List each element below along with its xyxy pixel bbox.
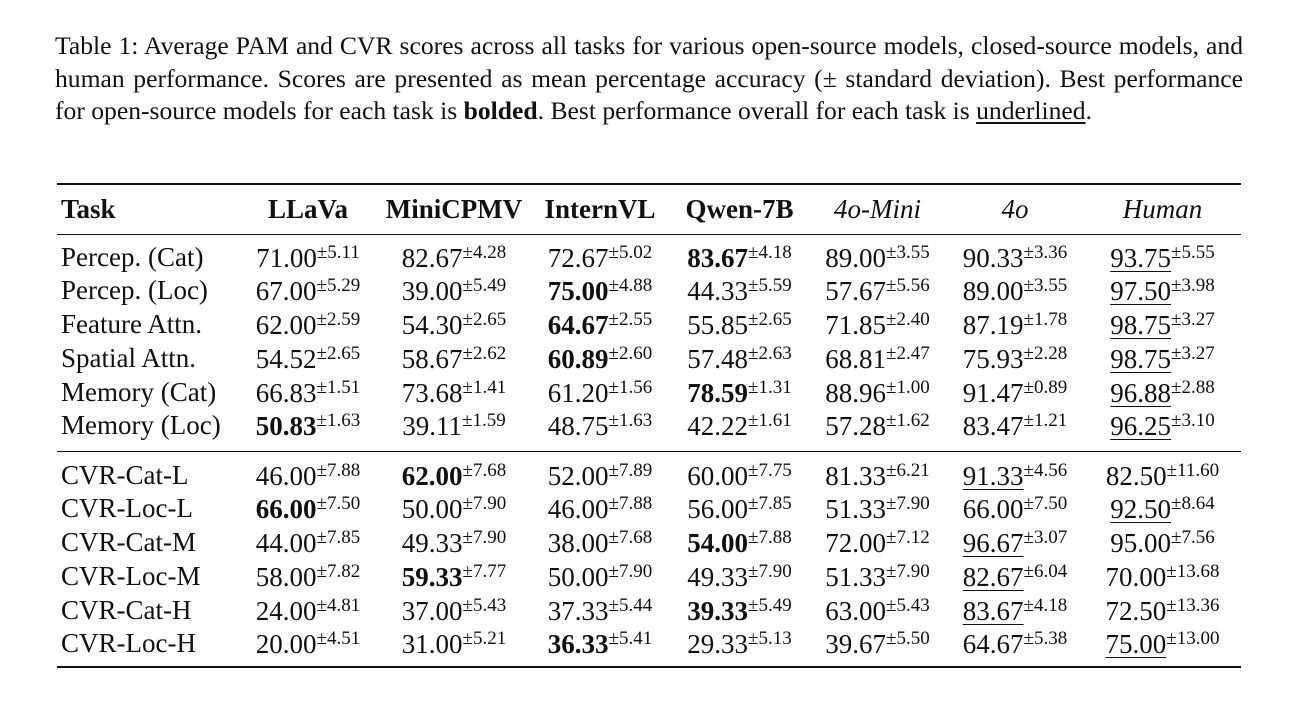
- score-cell: [670, 628, 809, 667]
- score-mean: 72.50: [1105, 595, 1167, 626]
- score-cell: [378, 594, 530, 628]
- score-cell: [946, 451, 1084, 492]
- caption-underline-word: underlined: [976, 96, 1086, 126]
- score-mean: 57.28: [825, 410, 887, 441]
- score-std: ±0.89: [1023, 376, 1068, 398]
- score-cell: [809, 308, 946, 342]
- score-cell: [530, 376, 670, 410]
- header-row: [57, 184, 1241, 234]
- score-std: ±7.85: [316, 526, 361, 548]
- score-cell: [530, 342, 670, 376]
- score-cell: [238, 234, 378, 274]
- score-cell: [378, 308, 530, 342]
- score-mean: 87.19: [962, 309, 1024, 340]
- score-mean: 39.33: [687, 595, 749, 626]
- score-mean: 96.67: [962, 527, 1024, 558]
- score-std: ±7.75: [748, 459, 792, 481]
- score-std: ±5.55: [1171, 241, 1215, 263]
- score-std: ±1.59: [462, 409, 506, 431]
- header-task: Task: [61, 193, 116, 224]
- score-mean: 60.89: [547, 343, 609, 374]
- score-mean: 73.68: [401, 377, 463, 408]
- table-row: [57, 492, 1241, 526]
- score-cell: [670, 234, 809, 274]
- task-name: CVR-Loc-M: [61, 561, 201, 591]
- score-mean: 51.33: [825, 493, 887, 524]
- score-mean: 54.30: [401, 309, 463, 340]
- score-mean: 20.00: [255, 628, 317, 659]
- score-std: ±6.21: [886, 459, 930, 481]
- score-std: ±7.88: [316, 459, 361, 481]
- score-mean: 75.00: [547, 275, 609, 306]
- score-cell: [1084, 492, 1241, 526]
- score-cell: [378, 274, 530, 308]
- caption-text-2: . Best performance overall for each task is: [537, 96, 977, 126]
- score-mean: 62.00: [255, 309, 317, 340]
- score-mean: 63.00: [825, 595, 887, 626]
- score-mean: 31.00: [401, 628, 463, 659]
- score-std: ±7.82: [316, 560, 361, 582]
- score-std: ±7.90: [608, 560, 653, 582]
- score-mean: 83.47: [962, 410, 1024, 441]
- score-std: ±3.27: [1171, 342, 1215, 364]
- score-mean: 57.67: [825, 275, 887, 306]
- score-mean: 81.33: [825, 460, 887, 491]
- score-std: ±2.59: [316, 308, 361, 330]
- score-std: ±4.88: [608, 274, 653, 296]
- score-mean: 83.67: [687, 242, 749, 273]
- score-cell: [809, 274, 946, 308]
- score-std: ±2.40: [886, 308, 930, 330]
- score-cell: [809, 234, 946, 274]
- score-std: ±7.90: [748, 560, 792, 582]
- score-cell: [378, 560, 530, 594]
- score-std: ±13.36: [1166, 594, 1220, 616]
- score-cell: [670, 308, 809, 342]
- score-std: ±1.21: [1023, 409, 1068, 431]
- score-std: ±5.02: [608, 241, 653, 263]
- score-std: ±5.13: [748, 627, 792, 649]
- score-mean: 56.00: [687, 493, 749, 524]
- score-mean: 98.75: [1110, 343, 1172, 374]
- task-name: Memory (Loc): [61, 410, 221, 440]
- score-mean: 98.75: [1110, 309, 1172, 340]
- score-std: ±5.11: [316, 241, 360, 263]
- score-std: ±2.88: [1171, 376, 1215, 398]
- task-name: Feature Attn.: [61, 309, 202, 339]
- table-caption: [55, 30, 1243, 128]
- score-cell: [946, 560, 1084, 594]
- score-cell: [238, 342, 378, 376]
- score-cell: [809, 342, 946, 376]
- score-cell: [530, 451, 670, 492]
- score-std: ±7.90: [462, 492, 507, 514]
- score-cell: [809, 492, 946, 526]
- score-std: ±1.78: [1023, 308, 1068, 330]
- score-std: ±2.55: [608, 308, 653, 330]
- score-mean: 51.33: [825, 561, 887, 592]
- score-std: ±7.68: [462, 459, 507, 481]
- table-row: [57, 376, 1241, 410]
- task-name: Spatial Attn.: [61, 343, 196, 373]
- score-std: ±7.68: [608, 526, 653, 548]
- score-mean: 37.33: [547, 595, 609, 626]
- score-std: ±7.88: [748, 526, 792, 548]
- score-mean: 90.33: [962, 242, 1024, 273]
- score-cell: [238, 526, 378, 560]
- score-std: ±7.90: [886, 560, 930, 582]
- score-cell: [1084, 451, 1241, 492]
- score-cell: [946, 594, 1084, 628]
- score-cell: [378, 410, 530, 452]
- score-mean: 66.00: [962, 493, 1024, 524]
- score-std: ±7.50: [1023, 492, 1068, 514]
- score-std: ±4.56: [1023, 459, 1068, 481]
- score-cell: [378, 376, 530, 410]
- score-std: ±1.51: [316, 376, 361, 398]
- table-row: [57, 410, 1241, 452]
- score-cell: [530, 234, 670, 274]
- score-cell: [670, 342, 809, 376]
- score-std: ±1.61: [748, 409, 792, 431]
- score-mean: 50.00: [401, 493, 463, 524]
- score-cell: [809, 410, 946, 452]
- score-std: ±5.43: [886, 594, 930, 616]
- score-cell: [530, 308, 670, 342]
- score-mean: 58.67: [401, 343, 463, 374]
- score-cell: [530, 274, 670, 308]
- score-mean: 29.33: [687, 628, 749, 659]
- score-mean: 82.50: [1105, 460, 1167, 491]
- score-mean: 49.33: [401, 527, 463, 558]
- score-cell: [1084, 410, 1241, 452]
- score-std: ±3.10: [1171, 409, 1215, 431]
- score-cell: [946, 376, 1084, 410]
- header-human: Human: [1122, 193, 1203, 224]
- task-name: CVR-Cat-L: [61, 460, 189, 490]
- score-mean: 60.00: [687, 460, 749, 491]
- score-std: ±5.44: [608, 594, 653, 616]
- score-std: ±1.63: [608, 409, 653, 431]
- score-cell: [238, 376, 378, 410]
- score-std: ±5.56: [886, 274, 930, 296]
- caption-text-1: Table 1: Average PAM and CVR scores across all tasks for various open-source models, closed-source models, and human performance. Scores are presented as mean percentage accuracy (± standard deviation). Best performance for open-source models for each task is: [55, 31, 1243, 126]
- table-row: [57, 308, 1241, 342]
- score-std: ±2.28: [1023, 342, 1068, 364]
- caption-bold-word: bolded: [463, 96, 538, 126]
- score-std: ±5.50: [886, 627, 930, 649]
- score-std: ±7.85: [748, 492, 792, 514]
- score-mean: 66.00: [255, 493, 317, 524]
- header-4o-mini: 4o-Mini: [834, 193, 921, 224]
- score-mean: 64.67: [962, 628, 1024, 659]
- score-mean: 72.00: [825, 527, 887, 558]
- score-std: ±13.68: [1166, 560, 1220, 582]
- score-mean: 52.00: [547, 460, 609, 491]
- score-std: ±5.21: [462, 627, 507, 649]
- score-mean: 24.00: [255, 595, 317, 626]
- score-mean: 38.00: [547, 527, 609, 558]
- score-mean: 54.52: [255, 343, 317, 374]
- score-cell: [809, 594, 946, 628]
- score-std: ±5.59: [748, 274, 792, 296]
- score-std: ±4.18: [748, 241, 792, 263]
- score-mean: 46.00: [255, 460, 317, 491]
- score-std: ±1.00: [886, 376, 930, 398]
- score-mean: 57.48: [687, 343, 749, 374]
- score-std: ±1.63: [316, 409, 361, 431]
- score-std: ±7.88: [608, 492, 653, 514]
- score-cell: [670, 451, 809, 492]
- score-std: ±1.31: [748, 376, 792, 398]
- score-std: ±13.00: [1166, 627, 1220, 649]
- score-std: ±5.41: [608, 627, 653, 649]
- score-cell: [238, 628, 378, 667]
- score-mean: 61.20: [547, 377, 609, 408]
- score-mean: 70.00: [1105, 561, 1167, 592]
- score-cell: [1084, 560, 1241, 594]
- table-row: [57, 274, 1241, 308]
- score-std: ±6.04: [1023, 560, 1068, 582]
- score-std: ±3.55: [886, 241, 930, 263]
- score-mean: 42.22: [687, 410, 749, 441]
- score-mean: 50.00: [547, 561, 609, 592]
- table-row: [57, 451, 1241, 492]
- score-std: ±2.65: [748, 308, 792, 330]
- score-cell: [946, 492, 1084, 526]
- score-cell: [530, 492, 670, 526]
- score-cell: [670, 560, 809, 594]
- score-mean: 97.50: [1110, 275, 1172, 306]
- score-std: ±2.63: [748, 342, 792, 364]
- score-std: ±1.41: [462, 376, 507, 398]
- score-mean: 62.00: [401, 460, 463, 491]
- score-mean: 59.33: [401, 561, 463, 592]
- task-name: CVR-Loc-L: [61, 493, 193, 523]
- table-row: [57, 594, 1241, 628]
- score-mean: 96.25: [1110, 410, 1172, 441]
- score-mean: 55.85: [687, 309, 749, 340]
- score-std: ±5.49: [462, 274, 507, 296]
- score-mean: 68.81: [825, 343, 887, 374]
- score-cell: [670, 376, 809, 410]
- score-std: ±8.64: [1171, 492, 1215, 514]
- score-cell: [378, 526, 530, 560]
- task-name: Memory (Cat): [61, 377, 217, 407]
- score-mean: 71.85: [825, 309, 887, 340]
- score-cell: [946, 234, 1084, 274]
- caption-text-3: .: [1085, 96, 1092, 126]
- score-mean: 64.67: [547, 309, 609, 340]
- score-cell: [809, 560, 946, 594]
- score-cell: [670, 492, 809, 526]
- cvr-section: [57, 451, 1241, 667]
- score-std: ±7.77: [462, 560, 507, 582]
- score-cell: [670, 594, 809, 628]
- score-std: ±1.62: [886, 409, 930, 431]
- score-mean: 54.00: [687, 527, 749, 558]
- score-std: ±4.51: [316, 627, 361, 649]
- score-mean: 46.00: [547, 493, 609, 524]
- score-std: ±4.18: [1023, 594, 1068, 616]
- score-cell: [1084, 594, 1241, 628]
- header-llava: LLaVa: [267, 193, 349, 224]
- score-cell: [809, 376, 946, 410]
- score-mean: 44.33: [687, 275, 749, 306]
- score-cell: [238, 560, 378, 594]
- score-mean: 37.00: [401, 595, 463, 626]
- score-cell: [238, 594, 378, 628]
- score-cell: [238, 451, 378, 492]
- score-cell: [809, 451, 946, 492]
- score-std: ±7.90: [886, 492, 930, 514]
- score-cell: [530, 410, 670, 452]
- score-mean: 44.00: [255, 527, 317, 558]
- score-mean: 83.67: [962, 595, 1024, 626]
- score-mean: 91.33: [962, 460, 1024, 491]
- score-cell: [378, 234, 530, 274]
- score-mean: 67.00: [255, 275, 317, 306]
- score-cell: [1084, 376, 1241, 410]
- score-std: ±2.65: [316, 342, 361, 364]
- table-row: [57, 342, 1241, 376]
- score-std: ±5.38: [1023, 627, 1068, 649]
- score-cell: [378, 628, 530, 667]
- score-cell: [378, 342, 530, 376]
- score-cell: [238, 410, 378, 452]
- score-std: ±2.47: [886, 342, 930, 364]
- score-std: ±3.07: [1023, 526, 1068, 548]
- score-cell: [946, 410, 1084, 452]
- score-cell: [378, 492, 530, 526]
- table-row: [57, 234, 1241, 274]
- score-std: ±7.90: [462, 526, 507, 548]
- score-std: ±4.81: [316, 594, 361, 616]
- score-cell: [1084, 234, 1241, 274]
- score-cell: [670, 274, 809, 308]
- task-name: CVR-Cat-H: [61, 595, 192, 625]
- score-std: ±7.12: [886, 526, 930, 548]
- score-cell: [530, 628, 670, 667]
- score-std: ±7.89: [608, 459, 653, 481]
- header-minicpmv: MiniCPMV: [385, 193, 523, 224]
- score-mean: 82.67: [962, 561, 1024, 592]
- score-cell: [1084, 274, 1241, 308]
- score-mean: 72.67: [547, 242, 609, 273]
- score-cell: [946, 308, 1084, 342]
- header-qwen-7b: Qwen-7B: [685, 193, 794, 224]
- score-mean: 36.33: [547, 628, 609, 659]
- score-cell: [530, 594, 670, 628]
- score-mean: 92.50: [1110, 493, 1172, 524]
- score-std: ±11.60: [1166, 459, 1220, 481]
- score-std: ±2.62: [462, 342, 507, 364]
- score-cell: [1084, 526, 1241, 560]
- score-cell: [238, 274, 378, 308]
- task-name: CVR-Loc-H: [61, 628, 196, 658]
- score-cell: [378, 451, 530, 492]
- score-cell: [809, 628, 946, 667]
- score-cell: [670, 526, 809, 560]
- score-mean: 95.00: [1110, 527, 1172, 558]
- score-mean: 66.83: [255, 377, 317, 408]
- pam-section: [57, 234, 1241, 451]
- header-internvl: InternVL: [544, 193, 656, 224]
- score-cell: [1084, 628, 1241, 667]
- score-std: ±2.65: [462, 308, 507, 330]
- score-cell: [238, 308, 378, 342]
- score-std: ±5.29: [316, 274, 361, 296]
- score-mean: 89.00: [962, 275, 1024, 306]
- score-mean: 49.33: [687, 561, 749, 592]
- score-mean: 75.93: [962, 343, 1024, 374]
- score-mean: 39.11: [402, 410, 463, 441]
- score-mean: 48.75: [547, 410, 609, 441]
- task-name: Percep. (Cat): [61, 242, 204, 272]
- score-mean: 88.96: [825, 377, 887, 408]
- score-std: ±5.49: [748, 594, 792, 616]
- table-row: [57, 628, 1241, 667]
- score-cell: [530, 526, 670, 560]
- score-cell: [809, 526, 946, 560]
- score-std: ±3.55: [1023, 274, 1068, 296]
- score-std: ±3.36: [1023, 241, 1068, 263]
- table-row: [57, 526, 1241, 560]
- score-mean: 93.75: [1110, 242, 1172, 273]
- score-cell: [530, 560, 670, 594]
- score-cell: [946, 628, 1084, 667]
- score-std: ±3.98: [1171, 274, 1215, 296]
- score-cell: [670, 410, 809, 452]
- score-cell: [238, 492, 378, 526]
- score-std: ±7.56: [1171, 526, 1215, 548]
- score-cell: [946, 342, 1084, 376]
- score-mean: 71.00: [256, 242, 317, 273]
- score-cell: [946, 274, 1084, 308]
- score-mean: 89.00: [825, 242, 887, 273]
- score-std: ±1.56: [608, 376, 653, 398]
- score-std: ±2.60: [608, 342, 653, 364]
- score-mean: 91.47: [962, 377, 1024, 408]
- results-table: [57, 183, 1241, 668]
- score-mean: 78.59: [687, 377, 749, 408]
- score-mean: 39.67: [825, 628, 887, 659]
- task-name: CVR-Cat-M: [61, 527, 196, 557]
- score-std: ±4.28: [462, 241, 507, 263]
- score-mean: 75.00: [1105, 628, 1167, 659]
- score-cell: [1084, 308, 1241, 342]
- score-mean: 39.00: [401, 275, 463, 306]
- score-std: ±5.43: [462, 594, 507, 616]
- task-name: Percep. (Loc): [61, 275, 208, 305]
- header-4o: 4o: [1001, 193, 1029, 224]
- score-mean: 58.00: [255, 561, 317, 592]
- score-mean: 82.67: [401, 242, 463, 273]
- score-cell: [1084, 342, 1241, 376]
- score-mean: 50.83: [255, 410, 317, 441]
- score-std: ±3.27: [1171, 308, 1215, 330]
- score-mean: 96.88: [1110, 377, 1172, 408]
- table-row: [57, 560, 1241, 594]
- score-cell: [946, 526, 1084, 560]
- score-std: ±7.50: [316, 492, 361, 514]
